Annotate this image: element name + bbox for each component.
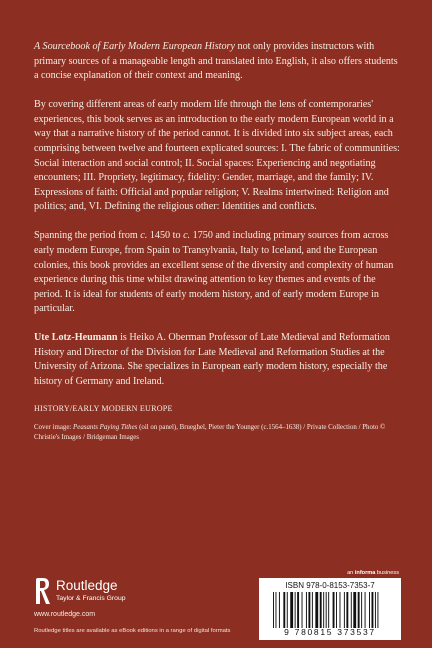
author-paragraph: [34, 331, 400, 389]
circa-1: c.: [140, 230, 148, 242]
circa-2: c.: [183, 230, 191, 242]
author-name: Ute Lotz-Heumann: [34, 332, 118, 344]
isbn-label: ISBN 978-0-8153-7353-7: [285, 581, 375, 590]
barcode-icon: [271, 592, 391, 628]
informa-brand: informa: [354, 570, 376, 576]
publisher-name: Routledge: [56, 578, 118, 593]
barcode-digits: 9 780815 373537: [284, 627, 376, 637]
author-bio: is Heiko A. Oberman Professor of Late Medieval and Reformation History and Director of the Division for Late Medieval and Reformation Studies at the University of Arizona. She specializes in European early modern history, especially the history of Germany and Ireland.: [34, 332, 390, 388]
credit-rest: (oil on panel), Brueghel, Pieter the Younger (c.1564–1638) / Private Collection / Photo © Christie's Images / Bridgeman Images: [34, 424, 386, 442]
publisher-block: [34, 575, 234, 621]
informa-suffix: business: [375, 570, 399, 576]
span-text-1: Spanning the period from: [34, 230, 141, 242]
credit-prefix: Cover image:: [34, 424, 74, 432]
ebook-note: Routledge titles are available as eBook editions in a range of digital formats: [34, 628, 231, 634]
informa-business-label: [319, 570, 399, 576]
span-paragraph: [34, 229, 400, 317]
intro-text: not only provides instructors with primary sources of a manageable length and translated into English, it also offers students a concise explanation of their context and meaning.: [34, 41, 398, 82]
book-title: A Sourcebook of Early Modern European History: [34, 41, 235, 52]
publisher-group: Taylor & Francis Group: [56, 595, 126, 602]
span-text-3: 1750 and including primary sources from across early modern Europe, from Spain to Transylvania, Italy to Iceland, and the European colonies, this book provides an excellent sense of the diversity and complexity of human experience during this time whilst drawing attention to key themes and events of the period. It is ideal for students of early modern history, and of early modern Europe in particular.: [34, 230, 394, 315]
informa-prefix: an: [347, 570, 355, 576]
intro-paragraph: [34, 40, 400, 84]
back-cover-text: [34, 40, 400, 443]
coverage-paragraph: By covering different areas of early modern life through the lens of contemporaries' experiences, this book serves as an introduction to the early modern European world in a way that a narrative history of the period cannot. It is divided into six subject areas, each comprising between twelve and fourteen explicated sources: I. The fabric of communities: Social interaction and social control; II. Social spaces: Experiencing and negotiating encounters; III. Propriety, legitimacy, fidelity: Gender, marriage, and the family; IV. Expressions of faith: Official and popular religion; V. Realms intertwined: Religion and politics; and, VI. Defining the religious other: Identities and conflicts.: [34, 99, 400, 213]
painting-title: Peasants Paying Tithes: [73, 424, 138, 432]
cover-image-credit: [34, 423, 400, 443]
span-text-2: 1450 to: [147, 230, 184, 242]
routledge-r-logo-icon: [34, 577, 52, 605]
subject-category: HISTORY/EARLY MODERN EUROPE: [34, 404, 173, 414]
barcode-panel: [259, 578, 401, 640]
publisher-url[interactable]: www.routledge.com: [34, 611, 96, 618]
